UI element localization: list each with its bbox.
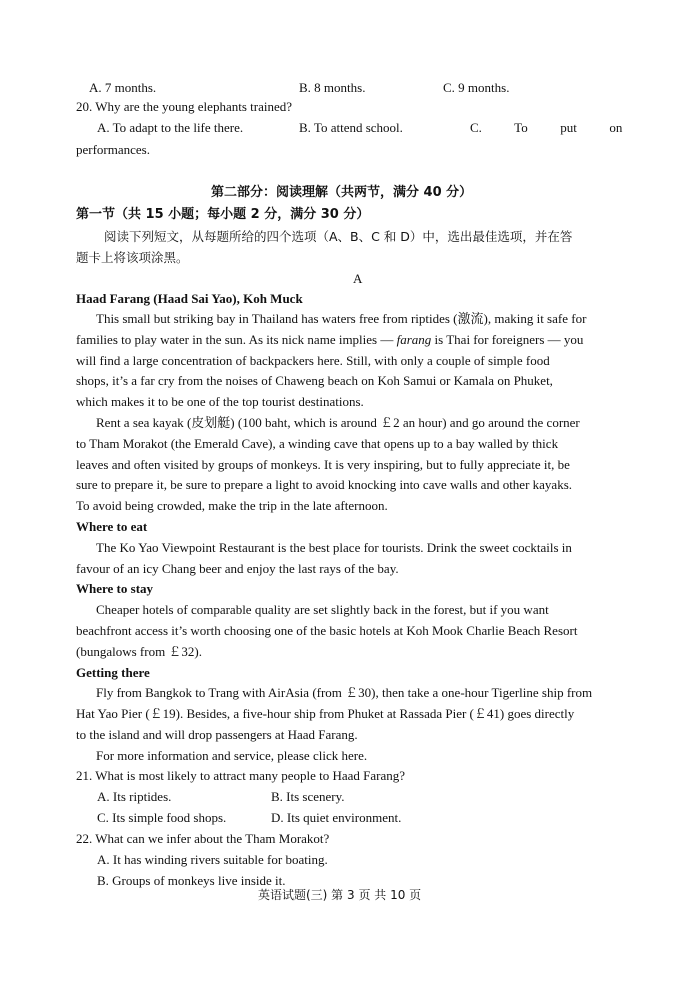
para1-line5: which makes it to be one of the top tourist destinations.	[76, 394, 364, 409]
q20-option-b: B. To attend school.	[299, 120, 403, 135]
instructions-line1: 阅读下列短文，从每题所给的四个选项（A、B、C 和 D）中，选出最佳选项，并在答	[104, 229, 573, 244]
q21-option-d: D. Its quiet environment.	[271, 810, 402, 825]
para1-line2-pre: families to play water in the sun. As its nick name implies —	[76, 332, 397, 347]
stay-line1: Cheaper hotels of comparable quality are set slightly back in the forest, but if you want	[96, 602, 549, 617]
q20-option-a: A. To adapt to the life there.	[97, 120, 244, 135]
part2-title: 第二部分：阅读理解（共两节，满分 40 分）	[211, 185, 473, 200]
para2-line1: Rent a sea kayak (皮划艇) (100 baht, which is around ￡2 an hour) and go around the corner	[96, 415, 580, 430]
passage-letter: A	[353, 271, 363, 286]
getting-line3: to the island and will drop passengers at Haad Farang.	[76, 727, 358, 742]
para1-line2-post: is Thai for foreigners — you	[431, 332, 584, 347]
para1-line4: shops, it’s a far cry from the noises of Chaweng beach on Koh Samui or Kamala on Phuket,	[76, 373, 553, 388]
q19-option-c: C. 9 months.	[443, 80, 510, 95]
getting-line2: Hat Yao Pier (￡19). Besides, a five-hour ship from Phuket at Rassada Pier (￡41) goes directly	[76, 706, 575, 721]
stay-line2: beachfront access it’s worth choosing one of the basic hotels at Koh Mook Charlie Beach Resort	[76, 623, 578, 638]
q21-stem: 21. What is most likely to attract many people to Haad Farang?	[76, 768, 406, 783]
passage-title: Haad Farang (Haad Sai Yao), Koh Muck	[76, 291, 303, 306]
para1-line3: will find a large concentration of backpackers here. Still, with only a couple of simple food	[76, 353, 550, 368]
section1-title: 第一节（共 15 小题；每小题 2 分，满分 30 分）	[76, 207, 370, 222]
getting-heading: Getting there	[76, 665, 150, 680]
q22-option-a: A. It has winding rivers suitable for boating.	[97, 852, 328, 867]
getting-line4: For more information and service, please click here.	[96, 748, 368, 763]
para2-line2: to Tham Morakot (the Emerald Cave), a winding cave that opens up to a bay walled by thick	[76, 436, 559, 451]
para2-line5: To avoid being crowded, make the trip in the late afternoon.	[76, 498, 388, 513]
q19-option-b: B. 8 months.	[299, 80, 366, 95]
q20-option-c-cont: performances.	[76, 142, 150, 157]
para1-line2	[76, 331, 583, 349]
q22-option-b: B. Groups of monkeys live inside it.	[97, 873, 286, 888]
eat-line1: The Ko Yao Viewpoint Restaurant is the best place for tourists. Drink the sweet cocktails in	[96, 540, 572, 555]
para2-line4: sure to prepare it, be sure to prepare a light to avoid knocking into cave walls and other kayaks.	[76, 477, 573, 492]
q21-option-c: C. Its simple food shops.	[97, 810, 227, 825]
q20-stem: 20. Why are the young elephants trained?	[76, 99, 292, 114]
farang-term: farang	[396, 332, 432, 347]
para1-line1: This small but striking bay in Thailand has waters free from riptides (激流), making it safe for	[96, 311, 587, 326]
page-footer: 英语试题(三) 第 3 页 共 10 页	[258, 888, 422, 902]
eat-heading: Where to eat	[76, 519, 148, 534]
instructions-line2: 题卡上将该项涂黑。	[76, 250, 189, 265]
q21-option-b: B. Its scenery.	[271, 789, 345, 804]
getting-line1: Fly from Bangkok to Trang with AirAsia (from ￡30), then take a one-hour Tigerline ship from	[96, 685, 593, 700]
stay-line3: (bungalows from ￡32).	[76, 644, 203, 659]
para2-line3: leaves and often visited by groups of monkeys. It is very inspiring, but to fully appreciate it, be	[76, 457, 570, 472]
stay-heading: Where to stay	[76, 581, 154, 596]
q20-option-c: C. To put on	[470, 120, 623, 135]
eat-line2: favour of an icy Chang beer and enjoy the last rays of the bay.	[76, 561, 399, 576]
q19-option-a: A. 7 months.	[89, 80, 157, 95]
q22-stem: 22. What can we infer about the Tham Morakot?	[76, 831, 330, 846]
q21-option-a: A. Its riptides.	[97, 789, 172, 804]
